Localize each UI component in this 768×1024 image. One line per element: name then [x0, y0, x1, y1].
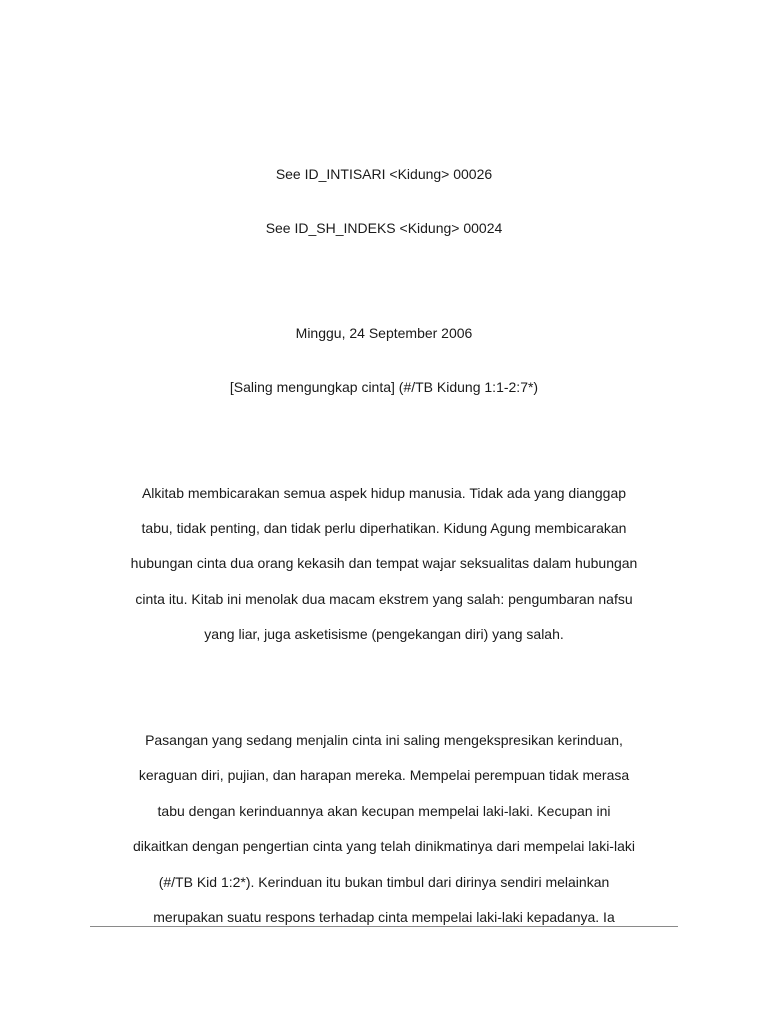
paragraph-line: merupakan suatu respons terhadap cinta mempelai laki-laki kepadanya. Ia	[153, 909, 615, 925]
paragraph-line: Pasangan yang sedang menjalin cinta ini saling mengekspresikan kerinduan,	[145, 732, 623, 748]
paragraph-line: tabu dengan kerinduannya akan kecupan mempelai laki-laki. Kecupan ini	[157, 803, 611, 819]
document-title: [Saling mengungkap cinta] (#/TB Kidung 1:1-2:7*)	[229, 379, 539, 395]
document-date: Minggu, 24 September 2006	[295, 325, 473, 341]
paragraph-line: cinta itu. Kitab ini menolak dua macam ekstrem yang salah: pengumbaran nafsu	[135, 591, 633, 607]
paragraph-line: yang liar, juga asketisisme (pengekangan diri) yang salah.	[204, 626, 564, 642]
paragraph-line: (#/TB Kid 1:2*). Kerinduan itu bukan timbul dari dirinya sendiri melainkan	[158, 874, 610, 890]
paragraph-line: keraguan diri, pujian, dan harapan mereka. Mempelai perempuan tidak merasa	[138, 767, 630, 783]
reference-intisari: See ID_INTISARI <Kidung> 00026	[275, 166, 493, 182]
reference-sh-indeks: See ID_SH_INDEKS <Kidung> 00024	[265, 220, 503, 236]
page-bottom-divider	[90, 926, 678, 927]
paragraph-line: dikaitkan dengan pengertian cinta yang telah dinikmatinya dari mempelai laki-laki	[133, 838, 635, 854]
paragraph-line: tabu, tidak penting, dan tidak perlu diperhatikan. Kidung Agung membicarakan	[141, 520, 627, 536]
paragraph-line: Alkitab membicarakan semua aspek hidup manusia. Tidak ada yang dianggap	[141, 485, 627, 501]
paragraph-line: hubungan cinta dua orang kekasih dan tempat wajar seksualitas dalam hubungan	[130, 555, 638, 571]
